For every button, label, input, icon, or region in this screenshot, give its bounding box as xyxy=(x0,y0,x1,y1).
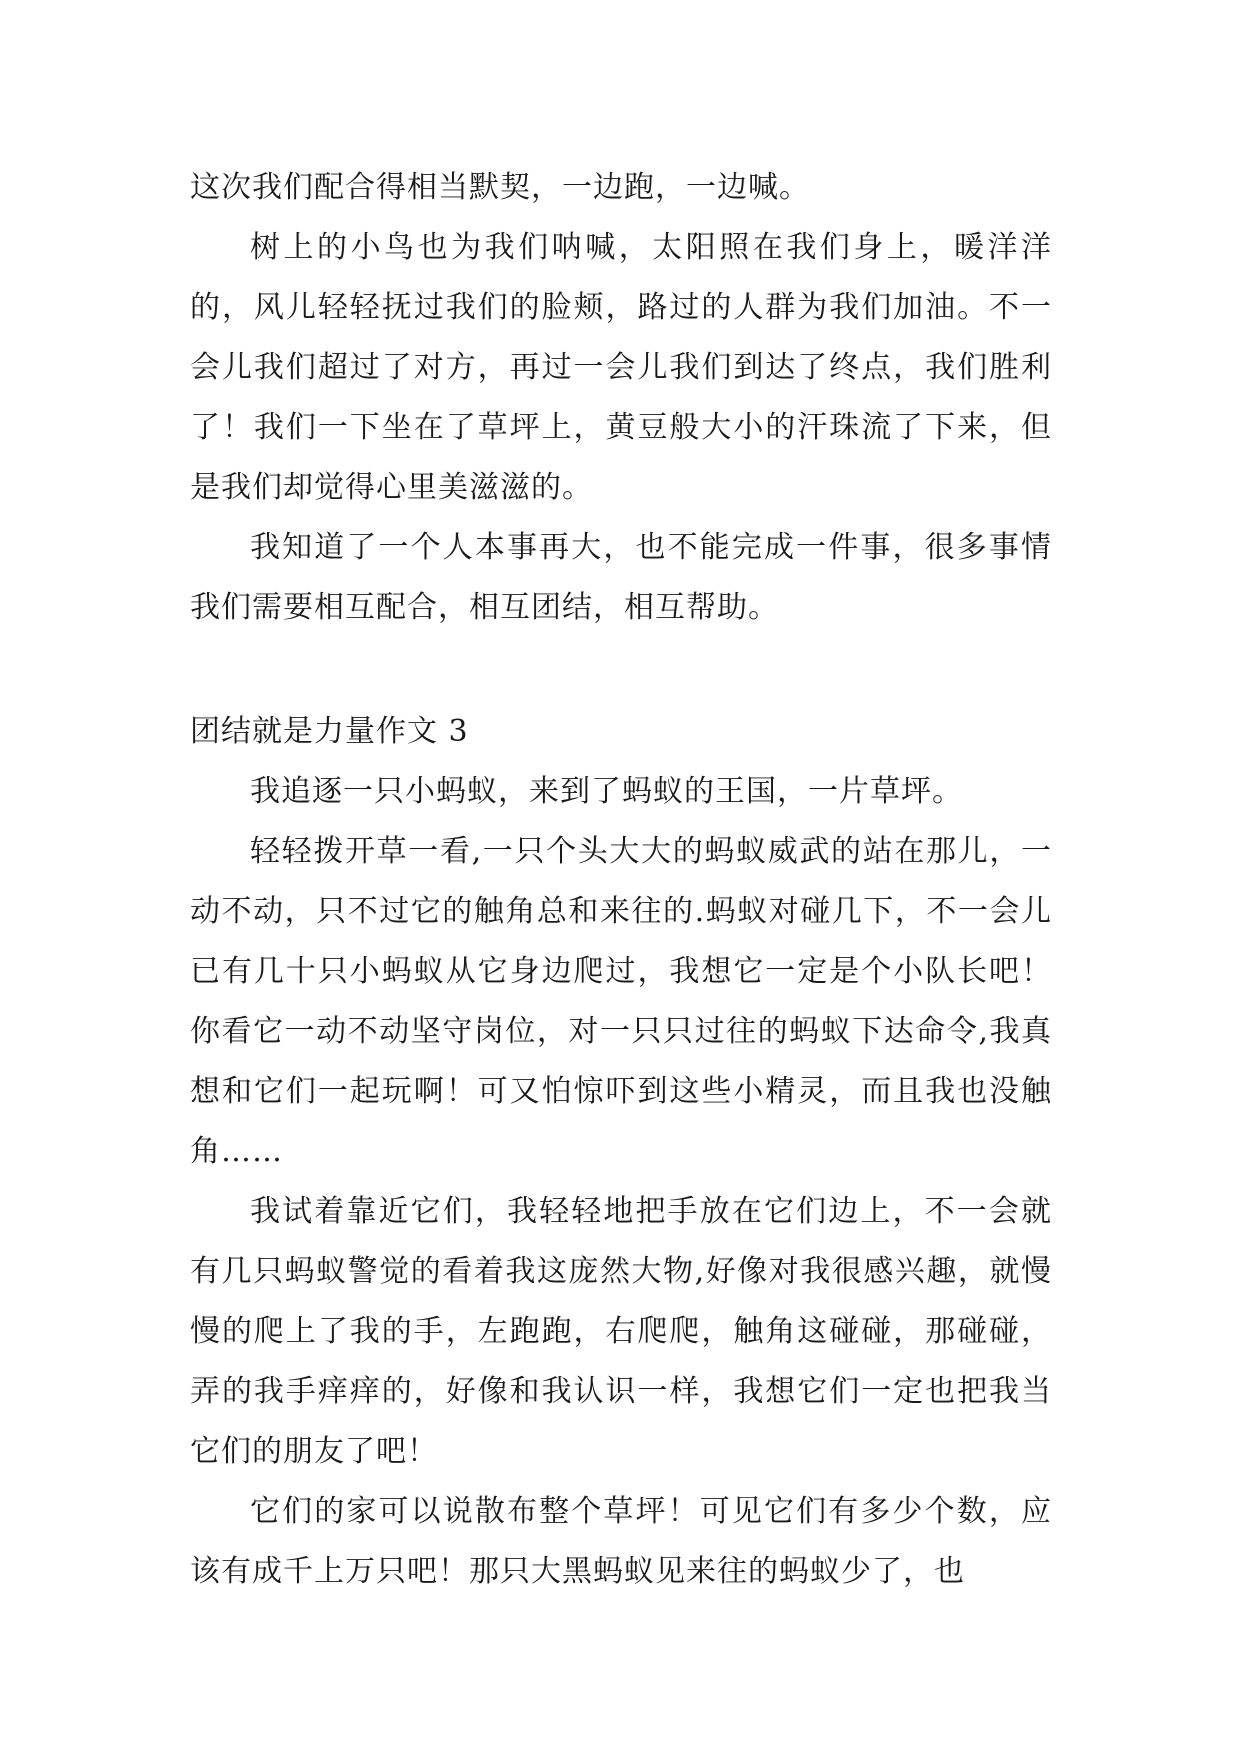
paragraph-2: 树上的小鸟也为我们呐喊，太阳照在我们身上，暖洋洋的，风儿轻轻抚过我们的脸颊，路过的人群为我们加油。不一会儿我们超过了对方，再过一会儿我们到达了终点，我们胜利了！我们一下坐在了草坪上，黄豆般大小的汗珠流了下来，但是我们却觉得心里美滋滋的。 xyxy=(190,230,1052,505)
paragraph-3: 我知道了一个人本事再大，也不能完成一件事，很多事情我们需要相互配合，相互团结，相互帮助。 xyxy=(190,530,1052,625)
paragraph-4: 我追逐一只小蚂蚁，来到了蚂蚁的王国，一片草坪。 xyxy=(250,774,963,809)
paragraph-5: 轻轻拨开草一看,一只个头大大的蚂蚁威武的站在那儿，一动不动，只不过它的触角总和来往的.蚂蚁对碰几下，不一会儿已有几十只小蚂蚁从它身边爬过，我想它一定是个小队长吧！你看它一动不动坚守岗位，对一只只过往的蚂蚁下达命令,我真想和它们一起玩啊！可又怕惊吓到这些小精灵，而且我也没触角…… xyxy=(190,834,1052,1169)
paragraph-6: 我试着靠近它们，我轻轻地把手放在它们边上，不一会就有几只蚂蚁警觉的看着我这庞然大物,好像对我很感兴趣，就慢慢的爬上了我的手，左跑跑，右爬爬，触角这碰碰，那碰碰，弄的我手痒痒的，好像和我认识一样，我想它们一定也把我当它们的朋友了吧！ xyxy=(190,1194,1052,1469)
paragraph-1: 这次我们配合得相当默契，一边跑，一边喊。 xyxy=(190,170,810,205)
section-heading: 团结就是力量作文 3 xyxy=(190,714,469,749)
paragraph-7: 它们的家可以说散布整个草坪！可见它们有多少个数，应该有成千上万只吧！那只大黑蚂蚁见来往的蚂蚁少了，也 xyxy=(190,1494,1052,1589)
document-body xyxy=(190,158,1052,1602)
